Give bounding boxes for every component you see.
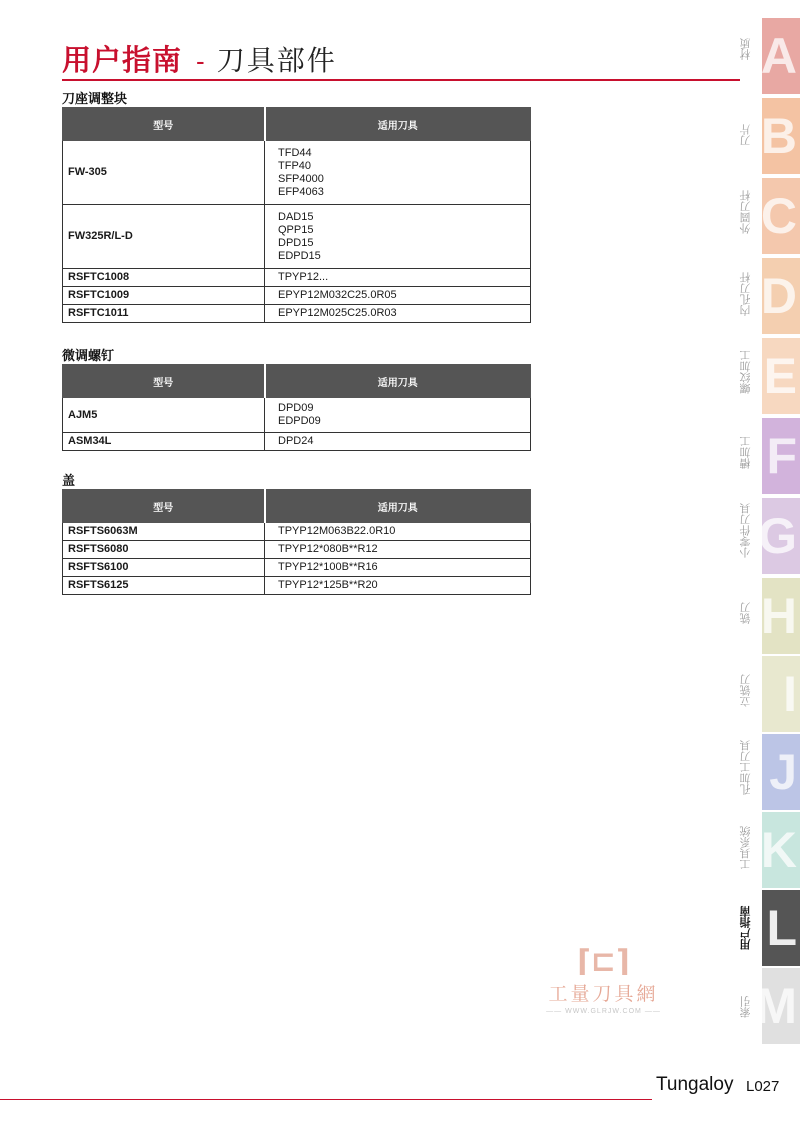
model-cell: AJM5	[63, 398, 265, 433]
column-header-tools: 适用刀具	[265, 490, 531, 523]
title-divider	[62, 79, 740, 81]
tool-item: DPD15	[278, 236, 314, 249]
column-header-tools: 适用刀具	[265, 108, 531, 141]
tab-l-label[interactable]: 用户指南	[740, 906, 752, 950]
table-row	[63, 305, 531, 323]
tab-j-label[interactable]: 孔加工刀具	[740, 740, 752, 795]
tab-e[interactable]	[762, 338, 800, 414]
tab-k-letter: K	[760, 822, 797, 878]
tab-m[interactable]	[755, 968, 800, 1044]
tab-g-letter: G	[758, 508, 797, 564]
tools-cell: TPYP12*080B**R12	[265, 541, 531, 559]
column-header-model: 型号	[63, 490, 265, 523]
section-title: 刀座调整块	[62, 91, 128, 106]
model-cell: RSFTS6100	[63, 559, 265, 577]
model-cell: FW-305	[63, 141, 265, 205]
watermark	[536, 945, 671, 1015]
title-main: 用户指南	[62, 45, 183, 77]
tab-m-letter: M	[755, 978, 797, 1034]
tools-cell	[265, 205, 531, 269]
tab-e-letter: E	[763, 348, 797, 404]
tab-d[interactable]	[762, 258, 800, 334]
table-row	[63, 398, 531, 433]
tools-cell	[265, 141, 531, 205]
tab-a[interactable]	[762, 18, 800, 94]
spec-table	[62, 489, 531, 595]
spec-table	[62, 364, 531, 451]
tools-cell: EPYP12M025C25.0R03	[265, 305, 531, 323]
tab-f-letter: F	[766, 428, 797, 484]
model-cell: FW325R/L-D	[63, 205, 265, 269]
spec-table	[62, 107, 531, 323]
tab-l[interactable]	[762, 890, 800, 966]
watermark-url: —— WWW.GLRJW.COM ——	[546, 1008, 661, 1015]
tool-item: TFD44	[278, 146, 312, 159]
title-sub: 刀具部件	[216, 45, 337, 76]
tab-b-letter: B	[760, 108, 797, 164]
tool-item: DAD15	[278, 210, 314, 223]
tab-i-label[interactable]: 立铣刀	[740, 674, 752, 707]
section-title: 盖	[62, 473, 76, 488]
tab-h-label[interactable]: 铣刀	[740, 602, 752, 624]
tab-a-letter: A	[760, 28, 797, 84]
tool-item: TFP40	[278, 159, 312, 172]
tab-h[interactable]	[762, 578, 800, 654]
model-cell: RSFTC1008	[63, 269, 265, 287]
model-cell: ASM34L	[63, 433, 265, 451]
tab-c[interactable]	[762, 178, 800, 254]
table-row	[63, 541, 531, 559]
tool-item: EDPD15	[278, 249, 321, 262]
tab-d-letter: D	[760, 268, 797, 324]
column-header-model: 型号	[63, 108, 265, 141]
tab-j[interactable]	[762, 734, 800, 810]
tab-j-letter: J	[769, 744, 797, 800]
tab-k[interactable]	[762, 812, 800, 888]
tools-cell	[265, 398, 531, 433]
tab-a-label[interactable]: 材质	[740, 38, 752, 60]
tab-d-label[interactable]: 内孔刀杆	[740, 272, 752, 316]
table-row	[63, 141, 531, 205]
model-cell: RSFTS6125	[63, 577, 265, 595]
tools-cell: TPYP12...	[265, 269, 531, 287]
footer-brand: Tungaloy	[656, 1074, 734, 1095]
tab-b[interactable]	[762, 98, 800, 174]
tools-cell: TPYP12*125B**R20	[265, 577, 531, 595]
tab-g[interactable]	[758, 498, 800, 574]
column-header-tools: 适用刀具	[265, 365, 531, 398]
tools-cell: TPYP12*100B**R16	[265, 559, 531, 577]
tab-f[interactable]	[762, 418, 800, 494]
tab-m-label[interactable]: 索引	[740, 996, 752, 1018]
table-row	[63, 205, 531, 269]
tool-item: QPP15	[278, 223, 314, 236]
page-title	[62, 38, 337, 78]
tab-c-label[interactable]: 外圆刀杆	[740, 190, 752, 234]
tab-k-label[interactable]: 工具系统	[740, 826, 752, 870]
tools-cell: EPYP12M032C25.0R05	[265, 287, 531, 305]
tab-c-letter: C	[760, 188, 797, 244]
page-number: L027	[746, 1078, 780, 1095]
tab-b-label[interactable]: 刀片	[740, 124, 752, 146]
tab-h-letter: H	[760, 588, 797, 644]
table-row	[63, 269, 531, 287]
title-dash: -	[196, 46, 205, 76]
column-header-model: 型号	[63, 365, 265, 398]
tab-l-letter: L	[766, 900, 797, 956]
watermark-logo-icon: ⌈⊏⌉	[577, 945, 630, 978]
tool-item: SFP4000	[278, 172, 324, 185]
tab-i-letter: I	[783, 666, 797, 722]
tab-e-label[interactable]: 螺纹加工	[740, 350, 752, 394]
table-row	[63, 559, 531, 577]
tools-cell: DPD24	[265, 433, 531, 451]
tab-g-label[interactable]: 小零件刀具	[740, 503, 752, 558]
model-cell: RSFTS6063M	[63, 523, 265, 541]
tool-item: EFP4063	[278, 185, 324, 198]
tools-cell: TPYP12M063B22.0R10	[265, 523, 531, 541]
tool-item: EDPD09	[278, 415, 321, 427]
footer-divider	[0, 1099, 652, 1100]
model-cell: RSFTC1009	[63, 287, 265, 305]
model-cell: RSFTS6080	[63, 541, 265, 559]
tool-item: DPD09	[278, 402, 314, 414]
tab-i[interactable]	[762, 656, 800, 732]
table-row	[63, 433, 531, 451]
section-title: 微调螺钉	[62, 348, 115, 363]
watermark-text: 工量刀具網	[548, 983, 659, 1005]
model-cell: RSFTC1011	[63, 305, 265, 323]
table-row	[63, 287, 531, 305]
table-row	[63, 577, 531, 595]
tab-f-label[interactable]: 槽加工	[740, 436, 752, 469]
table-row	[63, 523, 531, 541]
